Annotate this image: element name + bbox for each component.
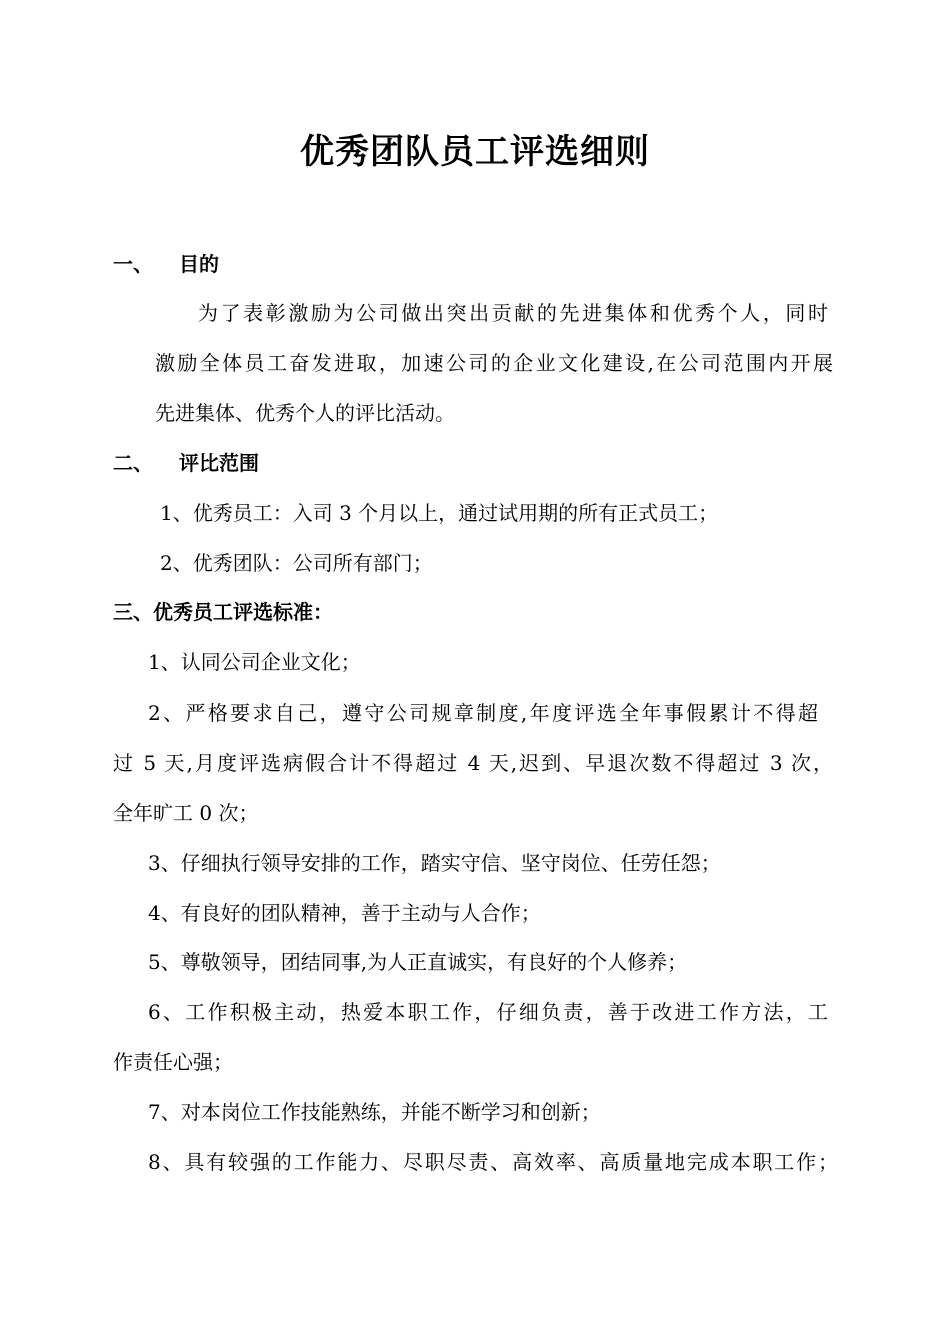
section-3-line: 作责任心强； bbox=[113, 1050, 233, 1074]
section-3-line: 5、尊敬领导，团结同事,为人正直诚实，有良好的个人修养； bbox=[148, 950, 688, 974]
section-1-paragraph-line: 先进集体、优秀个人的评比活动。 bbox=[155, 401, 455, 425]
section-1-number: 一、 bbox=[113, 252, 153, 276]
section-3-line: 3、仔细执行领导安排的工作，踏实守信、坚守岗位、任劳任怨； bbox=[148, 851, 721, 875]
section-2-item: 1、优秀员工：入司 3 个月以上，通过试用期的所有正式员工； bbox=[160, 501, 719, 525]
document-title: 优秀团队员工评选细则 bbox=[300, 132, 650, 172]
section-3-line: 过 5 天,月度评选病假合计不得超过 4 天,迟到、早退次数不得超过 3 次， bbox=[113, 751, 833, 775]
section-1-title: 目的 bbox=[179, 252, 219, 276]
section-2-title: 评比范围 bbox=[179, 451, 259, 475]
section-3-line: 4、有良好的团队精神，善于主动与人合作； bbox=[148, 901, 541, 925]
section-3-line: 1、认同公司企业文化； bbox=[148, 650, 361, 674]
section-3-line: 全年旷工 0 次； bbox=[113, 801, 259, 825]
section-2-heading bbox=[113, 448, 259, 478]
section-3-line: 2、严格要求自己，遵守公司规章制度,年度评选全年事假累计不得超 bbox=[148, 701, 818, 725]
section-1-paragraph-line: 为了表彰激励为公司做出突出贡献的先进集体和优秀个人，同时 bbox=[198, 301, 828, 325]
section-3-line: 8、具有较强的工作能力、尽职尽责、高效率、高质量地完成本职工作； bbox=[148, 1150, 838, 1174]
section-3-line: 6、工作积极主动，热爱本职工作，仔细负责，善于改进工作方法，工 bbox=[148, 1000, 828, 1024]
section-2-item: 2、优秀团队：公司所有部门； bbox=[160, 551, 433, 575]
section-2-number: 二、 bbox=[113, 451, 153, 475]
section-3-line: 7、对本岗位工作技能熟练，并能不断学习和创新； bbox=[148, 1100, 601, 1124]
section-3-heading: 三、优秀员工评选标准： bbox=[113, 600, 333, 624]
section-1-paragraph-line: 激励全体员工奋发进取，加速公司的企业文化建设,在公司范围内开展 bbox=[155, 351, 833, 375]
section-1-heading bbox=[113, 249, 219, 279]
